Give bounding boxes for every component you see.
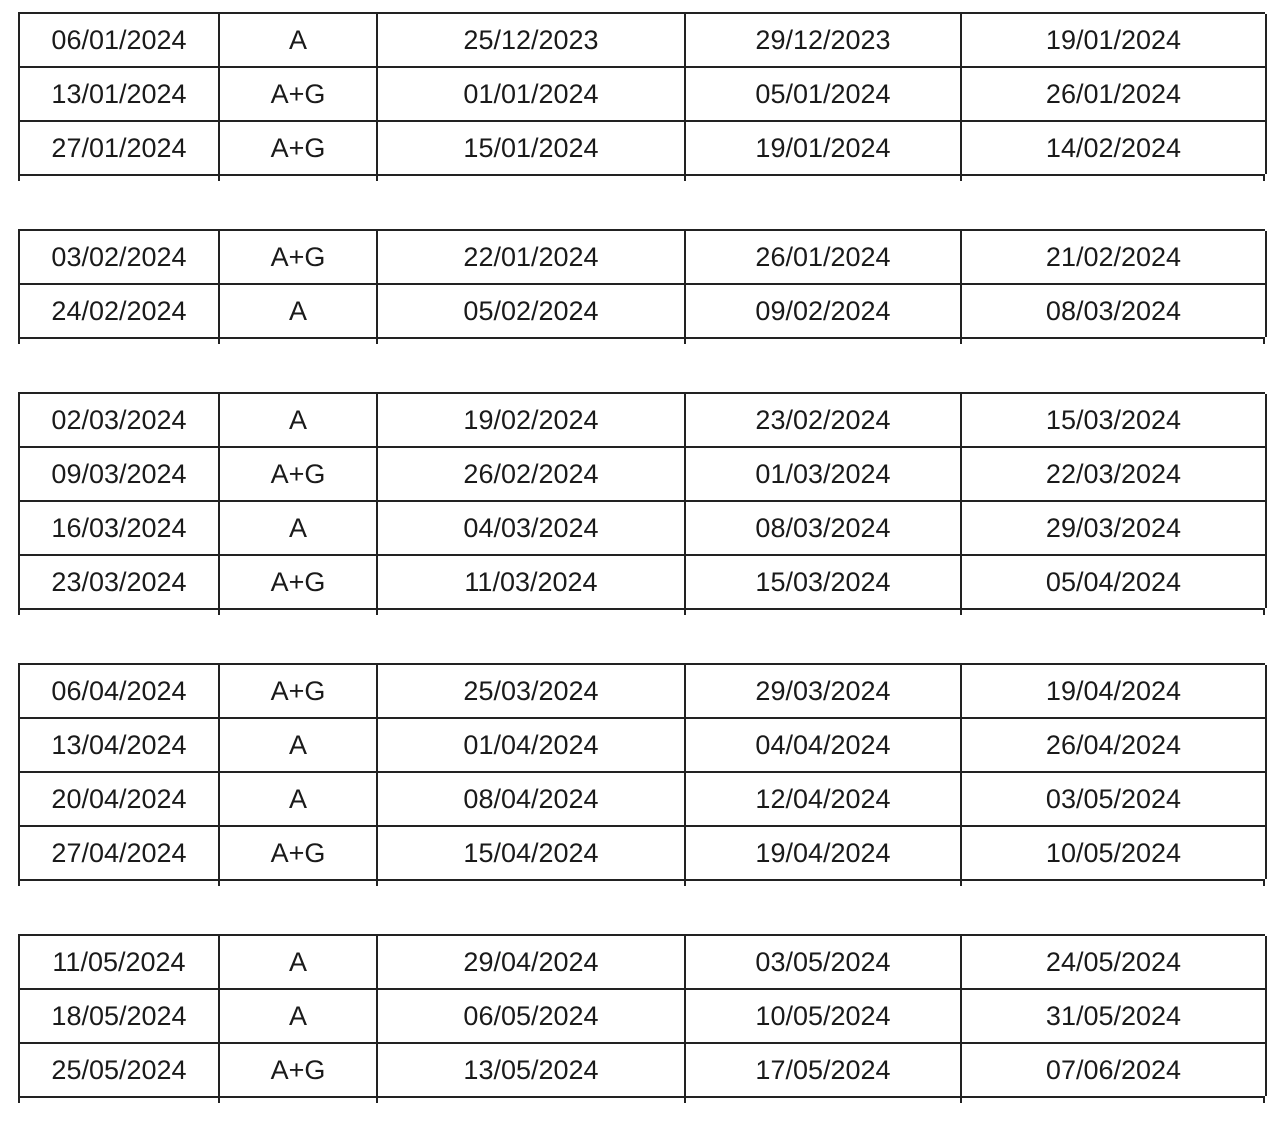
start-date-cell: 19/02/2024 (377, 394, 685, 447)
deadline-date-cell: 24/05/2024 (961, 936, 1266, 989)
column-tick (376, 881, 378, 886)
schedule-block (18, 229, 1265, 339)
schedule-tables (18, 12, 1265, 1103)
type-cell: A (219, 718, 377, 772)
type-cell: A (219, 501, 377, 555)
issue-date-cell: 13/01/2024 (19, 67, 219, 121)
issue-date-cell: 16/03/2024 (19, 501, 219, 555)
column-ticks (18, 339, 1265, 344)
column-tick (684, 610, 686, 615)
schedule-table (18, 665, 1267, 879)
start-date-cell: 25/03/2024 (377, 665, 685, 718)
deadline-date-cell: 21/02/2024 (961, 231, 1266, 284)
schedule-table (18, 936, 1267, 1096)
table-row (19, 501, 1266, 555)
issue-date-cell: 27/04/2024 (19, 826, 219, 879)
column-tick (218, 881, 220, 886)
schedule-table (18, 14, 1267, 174)
schedule-block (18, 663, 1265, 881)
start-date-cell: 06/05/2024 (377, 989, 685, 1043)
column-tick (376, 339, 378, 344)
end-date-cell: 26/01/2024 (685, 231, 961, 284)
issue-date-cell: 11/05/2024 (19, 936, 219, 989)
column-tick (684, 1098, 686, 1103)
deadline-date-cell: 31/05/2024 (961, 989, 1266, 1043)
start-date-cell: 01/01/2024 (377, 67, 685, 121)
column-tick (960, 339, 962, 344)
column-tick (218, 1098, 220, 1103)
issue-date-cell: 06/01/2024 (19, 14, 219, 67)
table-row (19, 121, 1266, 174)
table-row (19, 718, 1266, 772)
table-row (19, 284, 1266, 337)
column-tick (18, 339, 20, 344)
column-tick (376, 1098, 378, 1103)
start-date-cell: 05/02/2024 (377, 284, 685, 337)
deadline-date-cell: 26/04/2024 (961, 718, 1266, 772)
type-cell: A+G (219, 826, 377, 879)
deadline-date-cell: 26/01/2024 (961, 67, 1266, 121)
column-tick (376, 610, 378, 615)
table-row (19, 67, 1266, 121)
end-date-cell: 29/12/2023 (685, 14, 961, 67)
deadline-date-cell: 10/05/2024 (961, 826, 1266, 879)
issue-date-cell: 13/04/2024 (19, 718, 219, 772)
type-cell: A+G (219, 231, 377, 284)
type-cell: A (219, 394, 377, 447)
issue-date-cell: 18/05/2024 (19, 989, 219, 1043)
end-date-cell: 19/04/2024 (685, 826, 961, 879)
start-date-cell: 04/03/2024 (377, 501, 685, 555)
type-cell: A (219, 989, 377, 1043)
schedule-table (18, 394, 1267, 608)
column-ticks (18, 1098, 1265, 1103)
column-tick (1263, 610, 1265, 615)
deadline-date-cell: 15/03/2024 (961, 394, 1266, 447)
end-date-cell: 12/04/2024 (685, 772, 961, 826)
column-tick (960, 881, 962, 886)
schedule-block (18, 392, 1265, 610)
column-tick (218, 339, 220, 344)
table-row (19, 555, 1266, 608)
table-row (19, 394, 1266, 447)
issue-date-cell: 20/04/2024 (19, 772, 219, 826)
column-ticks (18, 881, 1265, 886)
start-date-cell: 11/03/2024 (377, 555, 685, 608)
column-ticks (18, 610, 1265, 615)
end-date-cell: 04/04/2024 (685, 718, 961, 772)
type-cell: A (219, 284, 377, 337)
type-cell: A+G (219, 1043, 377, 1096)
issue-date-cell: 02/03/2024 (19, 394, 219, 447)
deadline-date-cell: 07/06/2024 (961, 1043, 1266, 1096)
table-row (19, 447, 1266, 501)
issue-date-cell: 27/01/2024 (19, 121, 219, 174)
end-date-cell: 17/05/2024 (685, 1043, 961, 1096)
start-date-cell: 25/12/2023 (377, 14, 685, 67)
start-date-cell: 26/02/2024 (377, 447, 685, 501)
column-tick (1263, 176, 1265, 181)
issue-date-cell: 06/04/2024 (19, 665, 219, 718)
column-tick (218, 610, 220, 615)
start-date-cell: 15/04/2024 (377, 826, 685, 879)
end-date-cell: 10/05/2024 (685, 989, 961, 1043)
type-cell: A+G (219, 121, 377, 174)
column-ticks (18, 176, 1265, 181)
column-tick (18, 1098, 20, 1103)
block-spacer (18, 344, 1265, 392)
deadline-date-cell: 19/04/2024 (961, 665, 1266, 718)
column-tick (960, 176, 962, 181)
start-date-cell: 13/05/2024 (377, 1043, 685, 1096)
deadline-date-cell: 05/04/2024 (961, 555, 1266, 608)
column-tick (960, 610, 962, 615)
deadline-date-cell: 08/03/2024 (961, 284, 1266, 337)
start-date-cell: 29/04/2024 (377, 936, 685, 989)
column-tick (18, 881, 20, 886)
deadline-date-cell: 22/03/2024 (961, 447, 1266, 501)
column-tick (376, 176, 378, 181)
start-date-cell: 08/04/2024 (377, 772, 685, 826)
start-date-cell: 01/04/2024 (377, 718, 685, 772)
type-cell: A+G (219, 447, 377, 501)
column-tick (18, 176, 20, 181)
deadline-date-cell: 03/05/2024 (961, 772, 1266, 826)
table-row (19, 826, 1266, 879)
table-row (19, 936, 1266, 989)
start-date-cell: 15/01/2024 (377, 121, 685, 174)
end-date-cell: 05/01/2024 (685, 67, 961, 121)
table-row (19, 231, 1266, 284)
column-tick (1263, 339, 1265, 344)
end-date-cell: 03/05/2024 (685, 936, 961, 989)
issue-date-cell: 24/02/2024 (19, 284, 219, 337)
end-date-cell: 01/03/2024 (685, 447, 961, 501)
column-tick (1263, 1098, 1265, 1103)
table-row (19, 1043, 1266, 1096)
end-date-cell: 29/03/2024 (685, 665, 961, 718)
block-spacer (18, 615, 1265, 663)
issue-date-cell: 03/02/2024 (19, 231, 219, 284)
end-date-cell: 23/02/2024 (685, 394, 961, 447)
type-cell: A (219, 936, 377, 989)
schedule-block (18, 12, 1265, 176)
end-date-cell: 19/01/2024 (685, 121, 961, 174)
column-tick (684, 176, 686, 181)
column-tick (218, 176, 220, 181)
table-row (19, 14, 1266, 67)
deadline-date-cell: 14/02/2024 (961, 121, 1266, 174)
start-date-cell: 22/01/2024 (377, 231, 685, 284)
column-tick (684, 881, 686, 886)
type-cell: A (219, 14, 377, 67)
schedule-block (18, 934, 1265, 1098)
issue-date-cell: 23/03/2024 (19, 555, 219, 608)
table-row (19, 665, 1266, 718)
deadline-date-cell: 29/03/2024 (961, 501, 1266, 555)
table-row (19, 772, 1266, 826)
type-cell: A+G (219, 665, 377, 718)
type-cell: A (219, 772, 377, 826)
end-date-cell: 09/02/2024 (685, 284, 961, 337)
end-date-cell: 08/03/2024 (685, 501, 961, 555)
column-tick (684, 339, 686, 344)
block-spacer (18, 886, 1265, 934)
column-tick (960, 1098, 962, 1103)
column-tick (18, 610, 20, 615)
schedule-table (18, 231, 1267, 337)
type-cell: A+G (219, 67, 377, 121)
block-spacer (18, 181, 1265, 229)
issue-date-cell: 25/05/2024 (19, 1043, 219, 1096)
end-date-cell: 15/03/2024 (685, 555, 961, 608)
table-row (19, 989, 1266, 1043)
type-cell: A+G (219, 555, 377, 608)
deadline-date-cell: 19/01/2024 (961, 14, 1266, 67)
column-tick (1263, 881, 1265, 886)
issue-date-cell: 09/03/2024 (19, 447, 219, 501)
